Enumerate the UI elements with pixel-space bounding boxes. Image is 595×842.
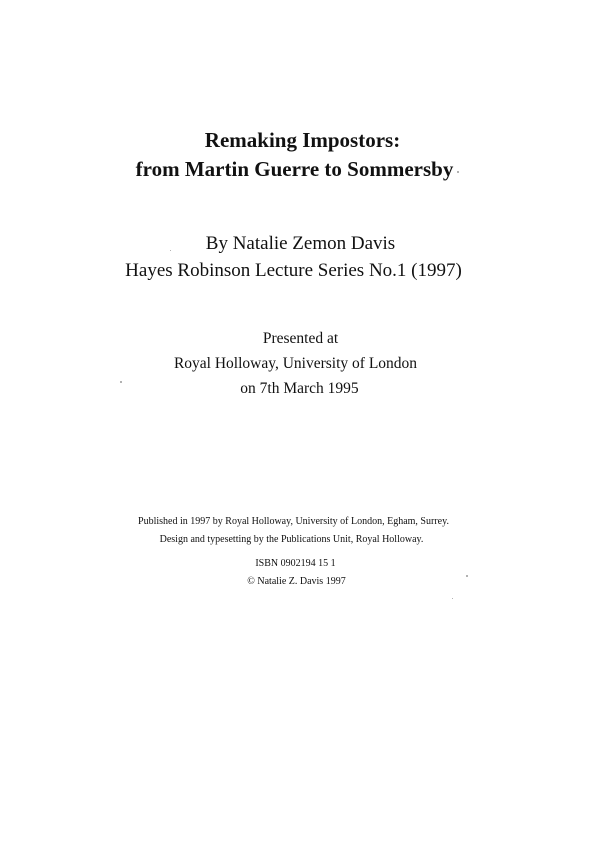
title-line-2: from Martin Guerre to Sommersby xyxy=(135,157,454,181)
presented-at-label: Presented at xyxy=(262,330,339,347)
presentation-date: on 7th March 1995 xyxy=(240,380,359,397)
scan-speck xyxy=(457,171,459,173)
title-line-1: Remaking Impostors: xyxy=(204,128,401,152)
scan-speck xyxy=(120,381,122,383)
scan-speck xyxy=(466,575,468,577)
copyright-notice: © Natalie Z. Davis 1997 xyxy=(247,576,346,587)
design-credit: Design and typesetting by the Publications Unit, Royal Holloway. xyxy=(159,534,424,545)
isbn: ISBN 0902194 15 1 xyxy=(255,558,336,569)
author-byline: By Natalie Zemon Davis xyxy=(205,233,396,254)
scan-speck xyxy=(452,598,453,599)
lecture-series: Hayes Robinson Lecture Series No.1 (1997) xyxy=(125,260,462,281)
scan-speck xyxy=(170,250,171,251)
publisher-statement: Published in 1997 by Royal Holloway, University of London, Egham, Surrey. xyxy=(138,516,449,527)
presentation-venue: Royal Holloway, University of London xyxy=(173,355,418,372)
